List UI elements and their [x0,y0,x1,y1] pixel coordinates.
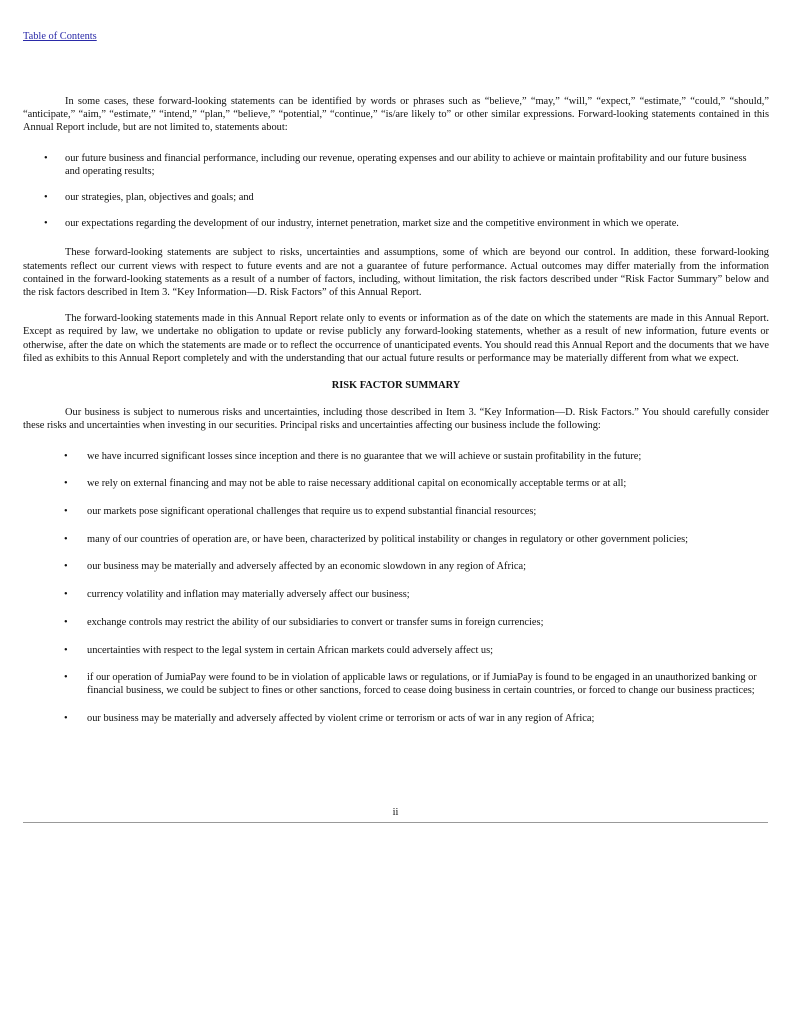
risks-paragraph: These forward-looking statements are subject to risks, uncertainties and assumptions, some of which are beyond our control. In addition, these forward-looking statements reflect our current views with respect to future events and are not a guarantee of future performance. Actual outcomes may differ materially from the information contained in the forward-looking statements as a result of a number of factors, including, without limitation, the risk factors described under “Risk Factor Summary” below and the risk factors described in Item 3. “Key Information—D. Risk Factors” of this Annual Report. [23,247,769,299]
bullet: • [64,533,68,545]
list-item-text: exchange controls may restrict the ability of our subsidiaries to convert or transfer sums in foreign currencies; [87,616,544,628]
table-of-contents-link[interactable]: Table of Contents [23,31,97,42]
bullet: • [64,589,68,601]
list-item-text: many of our countries of operation are, or have been, characterized by political instability or changes in regulatory or other government policies; [87,533,688,545]
forward-looking-list [23,152,769,231]
bullet: • [64,478,68,490]
intro-paragraph: In some cases, these forward-looking statements can be identified by words or phrases such as “believe,” “may,” “will,” “expect,” “estimate,” “could,” “should,” “anticipate,” “aim,” “estimate,” “intend,” “plan,” “believe,” “potential,” “continue,” “is/are likely to” or other similar expressions. Forward-looking statements contained in this Annual Report include, but are not limited to, statements about: [23,96,769,134]
list-item-text: our future business and financial performance, including our revenue, operating expenses and our ability to achieve or maintain profitability and our future business and operating results; [65,152,747,177]
list-item [23,191,769,204]
list-item [23,712,769,725]
list-item [23,505,769,518]
list-item-text: currency volatility and inflation may materially adversely affect our business; [87,589,410,601]
list-item [23,477,769,490]
list-item-text: we have incurred significant losses since inception and there is no guarantee that we will achieve or sustain profitability in the future; [87,450,642,462]
bullet: • [64,672,68,684]
document-body [23,95,769,725]
list-item-text: if our operation of JumiaPay were found to be in violation of applicable laws or regulations, or if JumiaPay is found to be engaged in an unauthorized banking or financial business, we could be subject to fines or other sanctions, forced to cease doing business in certain countries, or forced to change our business practices; [87,672,757,697]
list-item-text: we rely on external financing and may not be able to raise necessary additional capital on economically acceptable terms or at all; [87,478,627,490]
bullet: • [64,616,68,628]
list-item [23,152,769,178]
list-item [23,560,769,573]
list-item-text: our expectations regarding the development of our industry, internet penetration, market size and the competitive environment in which we operate. [65,218,679,230]
list-item [23,217,769,230]
risk-factor-list [23,450,769,726]
bullet: • [44,152,48,164]
bullet: • [64,506,68,518]
list-item-text: uncertainties with respect to the legal system in certain African markets could adversely affect us; [87,644,494,656]
bullet: • [64,644,68,656]
list-item [23,671,769,697]
bullet: • [44,192,48,204]
bullet: • [44,218,48,230]
list-item [23,644,769,657]
footer-divider [23,822,768,823]
list-item-text: our business may be materially and adversely affected by an economic slowdown in any region of Africa; [87,561,526,573]
section-heading: RISK FACTOR SUMMARY [331,380,461,392]
bullet: • [64,561,68,573]
bullet: • [64,450,68,462]
list-item-text: our business may be materially and adversely affected by violent crime or terrorism or acts of war in any region of Africa; [87,713,595,725]
list-item-text: our strategies, plan, objectives and goals; and [65,192,254,204]
list-item [23,533,769,546]
bullet: • [64,713,68,725]
risk-summary-intro: Our business is subject to numerous risks and uncertainties, including those described in Item 3. “Key Information—D. Risk Factors.” You should carefully consider these risks and uncertainties when investing in our securities. Principal risks and uncertainties affecting our business include the following: [23,407,769,432]
list-item-text: our markets pose significant operational challenges that require us to expend substantial financial resources; [87,506,537,518]
list-item [23,450,769,463]
list-item [23,588,769,601]
page-number: ii [392,807,399,818]
list-item [23,616,769,629]
update-disclaimer-paragraph: The forward-looking statements made in this Annual Report relate only to events or information as of the date on which the statements are made in this Annual Report. Except as required by law, we undertake no obligation to update or revise publicly any forward-looking statements, whether as a result of new information, future events or otherwise, after the date on which the statements are made or to reflect the occurrence of unanticipated events. You should read this Annual Report and the documents that we have filed as exhibits to this Annual Report completely and with the understanding that our actual future results or performance may be materially different from what we expect. [23,313,769,364]
